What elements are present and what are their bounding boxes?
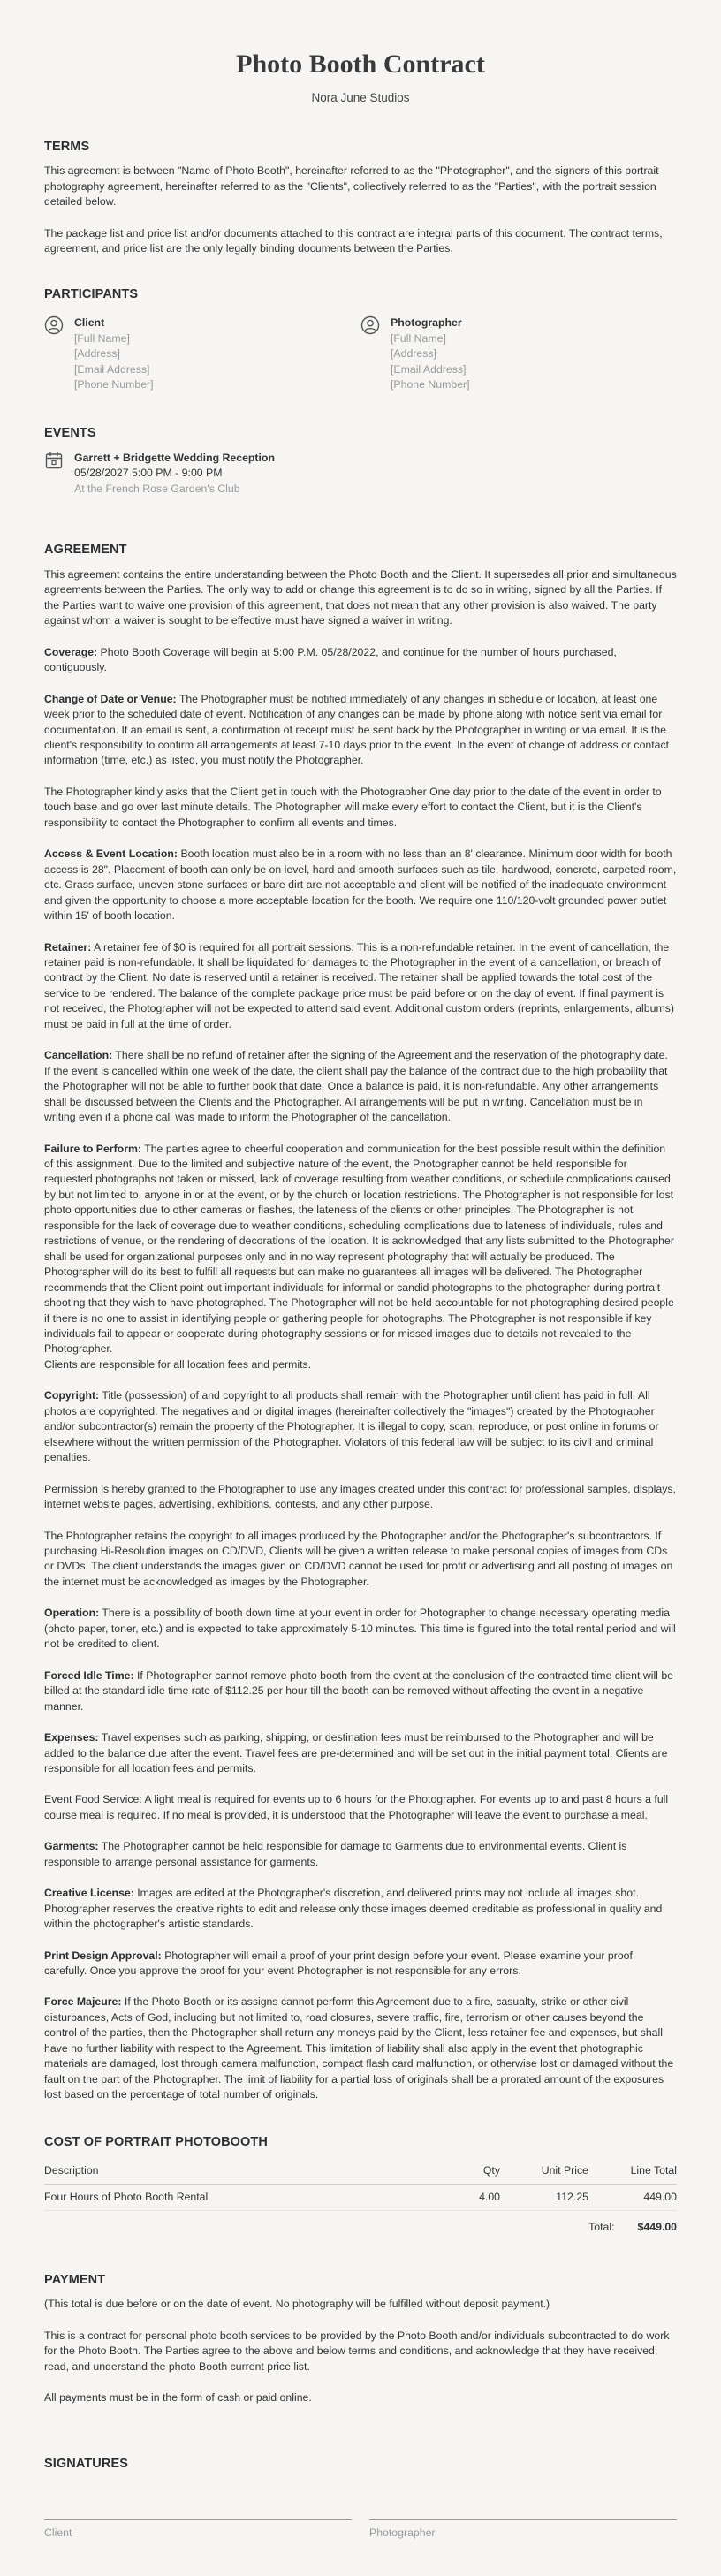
calendar-icon	[44, 451, 64, 470]
clause-label: Operation:	[44, 1607, 100, 1620]
terms-section	[44, 138, 677, 257]
clause-label: Garments:	[44, 1840, 99, 1853]
row-qty: 4.00	[447, 2184, 500, 2210]
clause-text: The Photographer cannot be held responsible for damage to Garments due to environmental events. Client is responsible to arrange personal assistance for garments.	[44, 1840, 627, 1868]
clause-text: The parties agree to cheerful cooperation and communication for the best possible result within the definition of this assignment. Due to the limited and subjective nature of the event, the Photographer cannot be held responsible for requested photographs not taken or missed, lack of coverage resulting from weather conditions, or schedule complications caused by but not limited to, anyone in or at the event, or by the church or location restrictions. The Photographer is not responsible for lost photo opportunities due to other cameras or flashes, the lateness of the clients or other principles. The Photographer is not responsible for the lack of coverage due to weather conditions, scheduling complications due to lateness of individuals, rules and restrictions of venue, or the rendering of decorations of the location. It is acknowledged that any lists submitted to the Photographer shall be used for organizational purposes only and in no way represent photography that will actually be produced. The Photographer will do its best to fulfill all requests but can make no guarantees all images will be delivered. The Photographer recommends that the Client point out important individuals for informal or candid photographs to the photographer during portrait shooting that they wish to have photographed. The Photographer will not be held accountable for not photographing desired people if there is no one to assist in identifying people or gathering people for photographs. The Photographer is not responsible if key individuals fail to appear or cooperate during photography sessions or for missed images due to details not revealed to the Photographer.	[44, 1142, 674, 1356]
events-heading: EVENTS	[44, 426, 96, 441]
client-name: [Full Name]	[74, 331, 130, 345]
clause-label: Retainer:	[44, 940, 92, 954]
clause-text: Travel expenses such as parking, shipping, or destination fees must be reimbursed to the Photographer and will be added to the balance due after the event. Travel fees are pre-determined and will be set out in the initial payment total. Clients are responsible for all location fees and permits.	[44, 1731, 668, 1774]
participants-section	[44, 285, 677, 393]
change-clause	[44, 692, 677, 769]
photographer-email: [Email Address]	[391, 362, 467, 376]
clause-text: If the Photo Booth or its assigns cannot perform this Agreement due to a fire, casualty, strike or other civil disturbances, Acts of God, including but not limited to, road closures, severe traffic, fire, terrorism or other causes beyond the control of the parties, then the Photographer shall return any moneys paid by the Client, less retainer fee and expenses, but shall have no further liability with respect to the Agreement. This limitation of liability shall also apply in the event that photographic materials are damaged, lost through camera malfunction, compact flash card malfunction, or otherwise lost or damaged without the fault on the part of the Photographer. The limit of liability for a partial loss of originals shall be a prorated amount of the exposures lost based on the percentage of total number of originals.	[44, 1995, 674, 2101]
coverage-clause	[44, 645, 677, 676]
signatures-section	[44, 2455, 677, 2541]
terms-heading: TERMS	[44, 139, 90, 154]
cost-heading: COST OF PORTRAIT PHOTOBOOTH	[44, 2134, 268, 2149]
clause-text: Images are edited at the Photographer's discretion, and delivered prints may not include all images shot. Photographer reserves the creative rights to edit and release only those images deemed creditable as professional in quality and within the photographer's artistic standards.	[44, 1887, 663, 1931]
client-role: Client	[74, 316, 105, 330]
idle-clause	[44, 1668, 677, 1714]
copyright-clause	[44, 1388, 677, 1465]
force-majeure-clause	[44, 1995, 677, 2102]
event-item	[44, 451, 677, 497]
clause-label: Creative License:	[44, 1887, 134, 1900]
total-label: Total:	[588, 2221, 615, 2234]
terms-paragraph: The package list and price list and/or documents attached to this contract are integral parts of this document. The contract terms, agreement, and price list are the only legally binding documents between the Parties.	[44, 226, 663, 255]
retainer-clause	[44, 940, 677, 1033]
contact-clause: The Photographer kindly asks that the Client get in touch with the Photographer One day prior to the date of the event in order to touch base and go over last minute details. The Photographer will make every effort to contact the Client, but it is the Client's responsibility to contact the Photographer to confirm all events and times.	[44, 785, 662, 829]
row-line-total: 449.00	[588, 2184, 677, 2210]
clause-text: Booth location must also be in a room with no less than an 8' clearance. Minimum door width for booth access is 28". Placement of booth can only be on level, hard and smooth surfaces such as tile, hardwood, concrete, carpeted room, etc. Grass surface, uneven stone surfaces or bare dirt are not acceptable and client will be notified of the inadequate environment and given the opportunity to choose a more acceptable location for the booth. We require one 110/120-volt grounded power outlet within 15' of booth location.	[44, 847, 677, 923]
clause-text: Title (possession) of and copyright to all products shall remain with the Photographer until client has paid in full. All photos are copyrighted. The negatives and or digital images (hereinafter collectively the "images") created by the Photographer and/or subcontractor(s) remain the property of the Photographer. It is illegal to copy, scan, reproduce, or post online in forums or elsewhere without the written permission of the Photographer. Violators of this federal law will be subject to its civil and criminal penalties.	[44, 1389, 659, 1464]
total-value: $449.00	[637, 2221, 677, 2234]
expenses-clause	[44, 1730, 677, 1776]
participants-heading: PARTICIPANTS	[44, 286, 139, 301]
payment-paragraph: All payments must be in the form of cash or paid online.	[44, 2390, 312, 2404]
row-unit-price: 112.25	[500, 2184, 588, 2210]
cost-table	[44, 2159, 677, 2211]
photographer-signature-line[interactable]: Photographer	[369, 2519, 677, 2541]
clause-text: Clients are responsible for all location fees and permits.	[44, 1357, 312, 1371]
events-section	[44, 424, 677, 497]
failure-clause	[44, 1142, 677, 1373]
client-phone: [Phone Number]	[74, 377, 154, 391]
clause-text: Photo Booth Coverage will begin at 5:00 P.M. 05/28/2022, and continue for the number of hours purchased, contiguously.	[44, 645, 617, 674]
col-description: Description	[44, 2159, 447, 2184]
table-header-row	[44, 2159, 677, 2184]
page-title: Photo Booth Contract	[236, 49, 485, 79]
payment-paragraph: (This total is due before or on the date of event. No photography will be fulfilled without deposit payment.)	[44, 2298, 550, 2311]
photographer-address: [Address]	[391, 347, 436, 361]
payment-section	[44, 2271, 677, 2406]
clause-label: Change of Date or Venue:	[44, 692, 177, 705]
permission-clause: Permission is hereby granted to the Photographer to use any images created under this contract for professional samples, displays, internet website pages, advertising, exhibitions, contests, and any other purpose.	[44, 1482, 676, 1511]
clause-label: Print Design Approval:	[44, 1949, 162, 1962]
agreement-heading: AGREEMENT	[44, 543, 127, 558]
photographer-role: Photographer	[391, 316, 462, 330]
total-row	[44, 2220, 677, 2235]
clause-label: Copyright:	[44, 1389, 100, 1402]
client-party	[44, 315, 360, 392]
clause-text: A retainer fee of $0 is required for all portrait sessions. This is a non-refundable retainer. In the event of cancellation, the retainer paid is non-refundable. It shall be liquidated for damages to the Photographer in the event of a cancellation, or breach of contract by the Client. No date is reserved until a retainer is received. The retainer shall be applied towards the total cost of the service to be rendered. The balance of the complete package price must be paid before or on the day of event. If final payment is not received, the Photographer will not be expected to attend said event. Additional custom orders (reprints, enlargements, albums) must be paid in full at the time of order.	[44, 940, 674, 1030]
clause-label: Access & Event Location:	[44, 847, 178, 861]
clause-text: The Photographer must be notified immediately of any changes in schedule or location, at least one week prior to the scheduled date of event. Notification of any changes can be made by phone along with notice sent via email for documentation. If an email is sent, a confirmation of receipt must be sent back by the Photographer in writing or via email. It is the client's responsibility to confirm all arrangements at least 7-10 days prior to the event. In the event of change of address or contact information (time, etc.) as listed, you must notify the Photographer.	[44, 692, 670, 767]
agreement-section	[44, 541, 677, 2102]
contract-header	[44, 46, 677, 106]
access-clause	[44, 847, 677, 923]
clause-text: There shall be no refund of retainer after the signing of the Agreement and the reservation of the photography date. If the event is cancelled within one week of the date, the client shall pay the balance of the contract due to the high probability that the Photographer will not be able to further book that date. Once a balance is paid, it is non-refundable. Any other arrangements shall be discussed between the Clients and the Photographer. All arrangements will be put in writing. Cancellation must be in writing even if a phone call was made to inform the Photographer of the cancellation.	[44, 1049, 668, 1124]
clause-label: Coverage:	[44, 645, 98, 658]
operation-clause	[44, 1606, 677, 1652]
company-name: Nora June Studios	[311, 90, 410, 104]
retains-clause: The Photographer retains the copyright to all images produced by the Photographer and/or the Photographer's subcontractors. If purchasing Hi-Resolution images on CD/DVD, Clients will be given a written release to make personal copies of images from CDs or DVDs. The client understands the images given on CD/DVD cannot be used for profit or advertising and all posting of images on the internet must be acknowledged as images by the Photographer.	[44, 1529, 673, 1588]
photographer-party	[360, 315, 677, 392]
person-icon	[44, 315, 64, 335]
payment-heading: PAYMENT	[44, 2272, 106, 2287]
clause-label: Force Majeure:	[44, 1995, 122, 2009]
clause-text: There is a possibility of booth down time at your event in order for Photographer to change necessary operating media (photo paper, toner, etc.) and is expected to take approximately 5-10 minutes. This time is figured into the total rental period and will not be credited to client.	[44, 1607, 676, 1651]
col-unit-price: Unit Price	[500, 2159, 588, 2184]
agreement-intro: This agreement contains the entire understanding between the Photo Booth and the Client. It supersedes all prior and simultaneous agreements between the Parties. The only way to add or change this agreement is to do so in writing, signed by all the Parties. If the Parties want to waive one provision of this agreement, that does not mean that any other provision is also waived. The party against whom a waiver is sought to be effective must have signed a waiver in writing.	[44, 567, 677, 627]
terms-paragraph: This agreement is between "Name of Photo Booth", hereinafter referred to as the "Photographer", and the signers of this portrait photography agreement, hereinafter referred to as the "Clients", collectively referred to as the "Parties", with the portrait session detailed below.	[44, 164, 659, 209]
food-clause: Event Food Service: A light meal is required for events up to 6 hours for the Photographer. For events up to and past 8 hours a full course meal is required. If no meal is provided, it is understood that the Photographer will leave the event to purchase a meal.	[44, 1793, 669, 1821]
event-location: At the French Rose Garden's Club	[74, 482, 240, 495]
clause-label: Failure to Perform:	[44, 1142, 142, 1155]
cost-section	[44, 2133, 677, 2236]
event-name: Garrett + Bridgette Wedding Reception	[74, 452, 275, 465]
license-clause	[44, 1886, 677, 1932]
client-signature-line[interactable]: Client	[44, 2519, 352, 2541]
signatures-heading: SIGNATURES	[44, 2457, 128, 2472]
clause-label: Forced Idle Time:	[44, 1668, 134, 1682]
col-qty: Qty	[447, 2159, 500, 2184]
clause-text: Photographer will email a proof of your print design before your event. Please examine your proof carefully. Once you approve the proof for your event Photographer is not responsible for any errors.	[44, 1949, 633, 1978]
event-datetime: 05/28/2027 5:00 PM - 9:00 PM	[74, 467, 223, 480]
clause-text: If Photographer cannot remove photo booth from the event at the conclusion of the contracted time client will be billed at the standard idle time rate of $112.25 per hour till the booth can be removed without affecting the event in a negative manner.	[44, 1668, 674, 1713]
row-description: Four Hours of Photo Booth Rental	[44, 2184, 447, 2210]
client-address: [Address]	[74, 347, 120, 361]
photographer-phone: [Phone Number]	[391, 377, 470, 391]
person-icon	[360, 315, 380, 335]
garments-clause	[44, 1839, 677, 1870]
clause-label: Cancellation:	[44, 1049, 113, 1062]
client-email: [Email Address]	[74, 362, 150, 376]
print-clause	[44, 1949, 677, 1979]
payment-paragraph: This is a contract for personal photo booth services to be provided by the Photo Booth and/or individuals subcontracted to do work for the Photo Booth. The Parties agree to the above and below terms and conditions, and acknowledge that they have received, read, and understand the photo Booth current price list.	[44, 2329, 670, 2373]
clause-label: Expenses:	[44, 1731, 99, 1744]
col-line-total: Line Total	[588, 2159, 677, 2184]
cancellation-clause	[44, 1048, 677, 1125]
table-row	[44, 2184, 677, 2210]
photographer-name: [Full Name]	[391, 331, 446, 345]
